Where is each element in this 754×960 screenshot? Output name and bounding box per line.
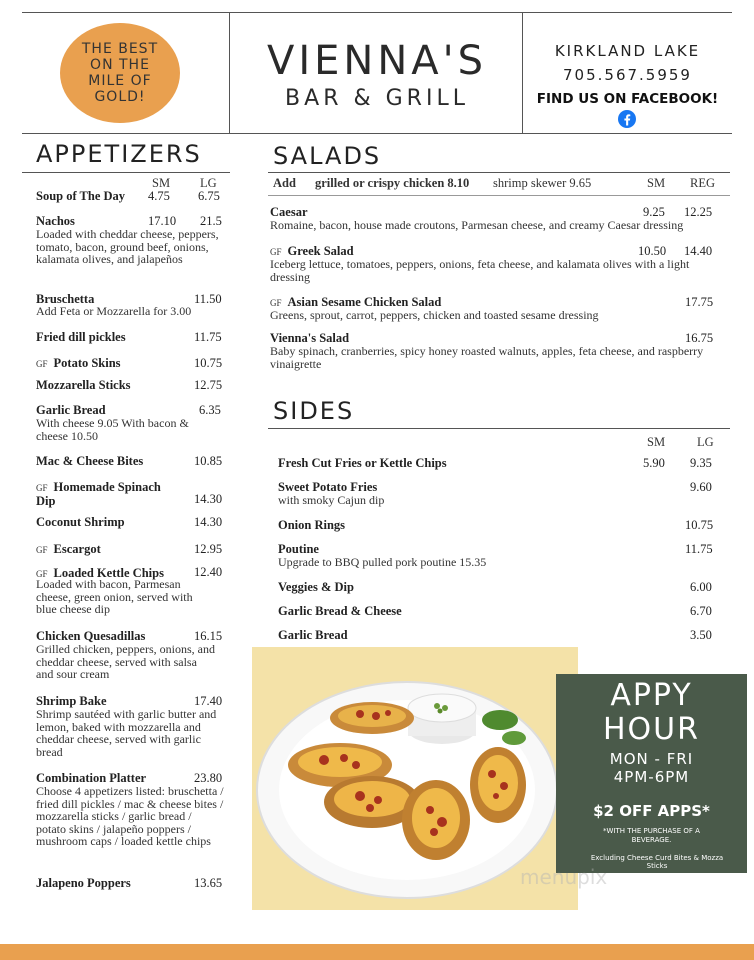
location: KIRKLAND LAKE — [554, 42, 701, 60]
menu-item-name: Nachos — [36, 214, 75, 228]
menu-item-name: Mac & Cheese Bites — [36, 454, 144, 468]
menu-item-price: 10.85 — [194, 454, 223, 468]
menu-item-name: Mozzarella Sticks — [36, 378, 131, 392]
header-divider-right — [522, 12, 523, 134]
menu-item-name: Garlic Bread — [278, 628, 348, 642]
watermark: menupix — [520, 865, 608, 889]
menu-item-price: 12.75 — [194, 378, 223, 392]
header-bottom-rule — [22, 133, 732, 134]
menu-item-desc: With cheese 9.05 With bacon & cheese 10.50 — [36, 416, 189, 443]
menu-item-desc: Upgrade to BBQ pulled pork poutine 15.35 — [278, 555, 487, 569]
appy-hour-condition: *WITH THE PURCHASE OF A BEVERAGE. — [603, 827, 700, 844]
menu-item-name: Veggies & Dip — [278, 580, 354, 594]
menu-item-desc: Add Feta or Mozzarella for 3.00 — [36, 304, 192, 318]
menu-item-name: Vienna's Salad — [270, 331, 350, 345]
menu-item-price: 14.30 — [194, 492, 223, 506]
menu-item-label: Greek Salad — [287, 244, 354, 258]
facebook-icon[interactable] — [618, 110, 636, 128]
menu-item-label: Asian Sesame Chicken Salad — [287, 295, 442, 309]
menu-item-price: 16.15 — [194, 629, 223, 643]
menu-item-name: Fried dill pickles — [36, 330, 126, 344]
salads-sub-rule — [268, 195, 730, 196]
appy-hour-line1: APPY — [610, 678, 693, 713]
header-divider-left — [229, 12, 230, 134]
badge-line: THE BEST — [81, 41, 159, 57]
menu-item-price-lg: 21.5 — [200, 214, 222, 228]
menu-item-name: Jalapeno Poppers — [36, 876, 131, 890]
menu-item-price: 6.35 — [199, 403, 221, 417]
appy-hour-days: MON - FRI — [609, 750, 694, 768]
menu-item-price: 9.60 — [690, 480, 712, 494]
menu-item-price-sm: 10.50 — [638, 244, 667, 258]
menu-item-price: 6.00 — [690, 580, 712, 594]
gf-marker: GF — [36, 545, 48, 555]
menu-item-price: 13.65 — [194, 876, 223, 890]
sides-col-lg: LG — [697, 435, 714, 449]
menu-item-desc: Baby spinach, cranberries, spicy honey roasted walnuts, apples, feta cheese, and raspberry vinaigrette — [270, 344, 704, 371]
menu-item-name: Soup of The Day — [36, 189, 126, 203]
sides-col-sm: SM — [647, 435, 666, 449]
menu-item-desc: Loaded with bacon, Parmesan cheese, green onion, served with blue cheese dip — [36, 577, 193, 616]
appetizers-col-sm: SM — [152, 176, 171, 190]
menu-item-price-sm: 17.10 — [148, 214, 177, 228]
menu-item-price: 11.75 — [685, 542, 713, 556]
menu-item-name — [36, 542, 101, 557]
best-badge — [60, 23, 180, 123]
gf-marker: GF — [270, 298, 282, 308]
menu-item-label: Escargot — [53, 542, 101, 556]
salads-add-label: Add — [273, 176, 296, 190]
menu-item-price: 11.50 — [194, 292, 222, 306]
menu-item-price: 17.40 — [194, 694, 223, 708]
appy-hour-line2: HOUR — [603, 712, 700, 747]
menu-item-desc: Iceberg lettuce, tomatoes, peppers, onions, feta cheese, and kalamata olives with a light dressing — [270, 257, 690, 284]
appy-hour-time: 4PM-6PM — [613, 768, 690, 786]
restaurant-subtitle: BAR & GRILL — [285, 86, 469, 111]
appetizers-col-lg: LG — [200, 176, 217, 190]
footer-bar — [0, 944, 754, 960]
menu-item-price: 23.80 — [194, 771, 223, 785]
appy-hour-box — [556, 674, 747, 873]
menu-item-name: Onion Rings — [278, 518, 346, 532]
salads-add-shrimp: shrimp skewer 9.65 — [493, 176, 592, 190]
menu-item-desc: Romaine, bacon, house made croutons, Parmesan cheese, and creamy Caesar dressing — [270, 218, 684, 232]
menu-item-price: 12.40 — [194, 565, 223, 579]
gf-marker: GF — [36, 483, 48, 493]
menu-item-name: Caesar — [270, 205, 308, 219]
menu-item-price: 12.95 — [194, 542, 223, 556]
appy-hour-offer: $2 OFF APPS* — [593, 802, 710, 820]
menu-item-price-lg: 9.35 — [690, 456, 712, 470]
salads-col-sm: SM — [647, 176, 666, 190]
salads-add-chicken: grilled or crispy chicken 8.10 — [315, 176, 470, 190]
menu-item-label: Homemade Spinach — [53, 480, 161, 494]
facebook-link[interactable]: FIND US ON FACEBOOK! — [536, 91, 719, 107]
menu-item-price: 10.75 — [685, 518, 714, 532]
badge-line: GOLD! — [94, 89, 146, 105]
badge-line: ON THE — [90, 57, 150, 73]
menu-item-label: Potato Skins — [53, 356, 121, 370]
menu-item-price: 16.75 — [685, 331, 714, 345]
menu-item-name-cont: Dip — [36, 494, 56, 508]
appy-hour-exclusion: Excluding Cheese Curd Bites & Mozza Sticks — [590, 854, 724, 870]
menu-item-name: Garlic Bread — [36, 403, 106, 417]
gf-marker: GF — [36, 569, 48, 579]
menu-item-name: Garlic Bread & Cheese — [278, 604, 402, 618]
menu-item-name: Shrimp Bake — [36, 694, 107, 708]
menu-item-desc: Grilled chicken, peppers, onions, and cheddar cheese, served with salsa and sour cream — [36, 642, 215, 681]
salads-title: SALADS — [273, 142, 382, 170]
menu-item-price-sm: 4.75 — [148, 189, 170, 203]
menu-item-name — [36, 480, 161, 495]
menu-item-desc: Shrimp sautéed with garlic butter and lemon, baked with mozzarella and cheddar cheese, served with garlic bread — [36, 707, 217, 759]
menu-item-desc: Loaded with cheddar cheese, peppers, tomato, bacon, ground beef, onions, kalamata olives, and jalapeños — [36, 227, 219, 266]
gf-marker: GF — [270, 247, 282, 257]
header-top-rule — [22, 12, 732, 13]
salads-rule — [268, 172, 730, 173]
menu-item-price-lg: 6.75 — [198, 189, 220, 203]
menu-item-price: 10.75 — [194, 356, 223, 370]
menu-item-name: Fresh Cut Fries or Kettle Chips — [278, 456, 447, 470]
menu-item-price: 6.70 — [690, 604, 712, 618]
menu-item-label: Loaded Kettle Chips — [53, 566, 164, 580]
menu-item-name: Coconut Shrimp — [36, 515, 125, 529]
sides-title: SIDES — [273, 397, 355, 425]
menu-item-name: Combination Platter — [36, 771, 147, 785]
sides-rule — [268, 428, 730, 429]
menu-item-desc: with smoky Cajun dip — [278, 493, 385, 507]
phone-number[interactable]: 705.567.5959 — [563, 66, 692, 84]
badge-line: MILE OF — [88, 73, 152, 89]
menu-item-name: Bruschetta — [36, 292, 95, 306]
menu-item-name: Poutine — [278, 542, 319, 556]
menu-item-price-sm: 5.90 — [643, 456, 665, 470]
gf-marker: GF — [36, 359, 48, 369]
menu-item-price: 17.75 — [685, 295, 714, 309]
restaurant-title: VIENNA'S — [266, 38, 488, 84]
menu-item-price-sm: 9.25 — [643, 205, 665, 219]
menu-item-price: 11.75 — [194, 330, 222, 344]
appetizers-rule — [22, 172, 230, 173]
menu-item-price-reg: 12.25 — [684, 205, 713, 219]
menu-item-name — [36, 356, 121, 371]
menu-item-name: Sweet Potato Fries — [278, 480, 378, 494]
menu-item-price: 3.50 — [690, 628, 712, 642]
appetizers-title: APPETIZERS — [36, 140, 202, 168]
salads-col-reg: REG — [690, 176, 715, 190]
menu-item-price-reg: 14.40 — [684, 244, 713, 258]
menu-item-price: 14.30 — [194, 515, 223, 529]
menu-item-desc: Choose 4 appetizers listed: bruschetta / fried dill pickles / mac & cheese bites / mozzarella sticks / garlic bread / potato skins / jalapeño poppers / mushroom caps / loaded kettle chips — [36, 784, 224, 848]
menu-item-name: Chicken Quesadillas — [36, 629, 146, 643]
menu-item-desc: Greens, sprout, carrot, peppers, chicken and toasted sesame dressing — [270, 308, 599, 322]
